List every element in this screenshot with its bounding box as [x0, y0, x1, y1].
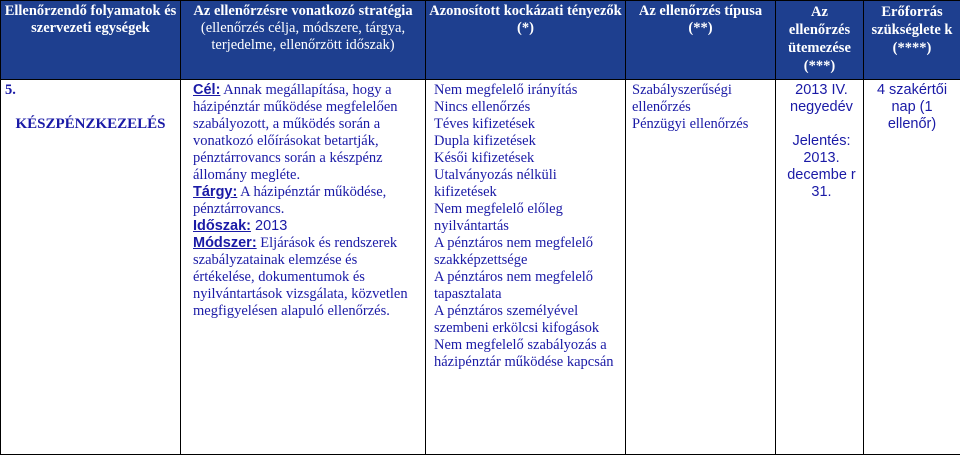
header-resources: Erőforrás szükséglete k (****) — [864, 1, 960, 80]
risk-item: Téves kifizetések — [434, 116, 536, 132]
period-label: Időszak: — [193, 218, 252, 234]
header-type: Az ellenőrzés típusa (**) — [626, 1, 776, 80]
risk-item: A pénztáros nem megfelelő szakképzettsége — [434, 235, 594, 268]
schedule-report: Jelentés: 2013. decembe r 31. — [787, 133, 856, 200]
goal-label: Cél: — [193, 82, 221, 98]
resources-text: 4 szakértői nap (1 ellenőr) — [876, 82, 948, 132]
strategy-cell — [181, 80, 426, 455]
unit-name: KÉSZPÉNZKEZELÉS — [15, 116, 166, 132]
risk-item: Nincs ellenőrzés — [434, 99, 531, 115]
method-label: Módszer: — [193, 235, 257, 251]
schedule-cell — [776, 80, 864, 455]
method-text: Eljárások és rendszerek szabályzatainak elemzése és értékelése, dokumentumok és nyilvántartások vizsgálata, közvetlen megfigyelésen alapuló ellenőrzés. — [193, 235, 408, 319]
type-item: Pénzügyi ellenőrzés — [632, 116, 749, 132]
process-cell — [1, 80, 181, 455]
risk-item: Nem megfelelő szabályozás a házipénztár működése kapcsán — [434, 337, 614, 370]
risk-item: Utalványozás nélküli kifizetések — [434, 167, 557, 200]
subject-text: A házipénztár működése, pénztárrovancs. — [193, 184, 387, 217]
risk-item: A pénztáros nem megfelelő tapasztalata — [434, 269, 594, 302]
type-item: Szabályszerűségi ellenőrzés — [632, 82, 732, 115]
schedule-period: 2013 IV. negyedév — [790, 82, 853, 115]
header-risks: Azonosított kockázati tényezők (*) — [426, 1, 626, 80]
risk-item: Nem megfelelő előleg nyilvántartás — [434, 201, 563, 234]
header-row — [1, 1, 960, 80]
risk-item: Nem megfelelő irányítás — [434, 82, 578, 98]
row-number: 5. — [5, 82, 16, 98]
risks-cell — [426, 80, 626, 455]
subject-label: Tárgy: — [193, 184, 238, 200]
header-processes: Ellenőrzendő folyamatok és szervezeti egységek — [1, 1, 181, 80]
type-cell — [626, 80, 776, 455]
header-schedule: Az ellenőrzés ütemezése (***) — [776, 1, 864, 80]
risk-item: Késői kifizetések — [434, 150, 535, 166]
table-row — [1, 80, 960, 455]
resources-cell — [864, 80, 960, 455]
period-text: 2013 — [251, 218, 288, 234]
risk-item: Dupla kifizetések — [434, 133, 536, 149]
risk-item: A pénztáros személyével szembeni erkölcsi kifogások — [434, 303, 600, 336]
goal-text: Annak megállapítása, hogy a házipénztár működése megfelelően szabályozott, a működés során a vonatkozó előírásokat betartják, pénztárrovancs során a készpénz állomány megléte. — [193, 82, 398, 183]
header-strategy: Az ellenőrzésre vonatkozó stratégia (ellenőrzés célja, módszere, tárgya, terjedelme, ellenőrzött időszak) — [181, 1, 426, 80]
